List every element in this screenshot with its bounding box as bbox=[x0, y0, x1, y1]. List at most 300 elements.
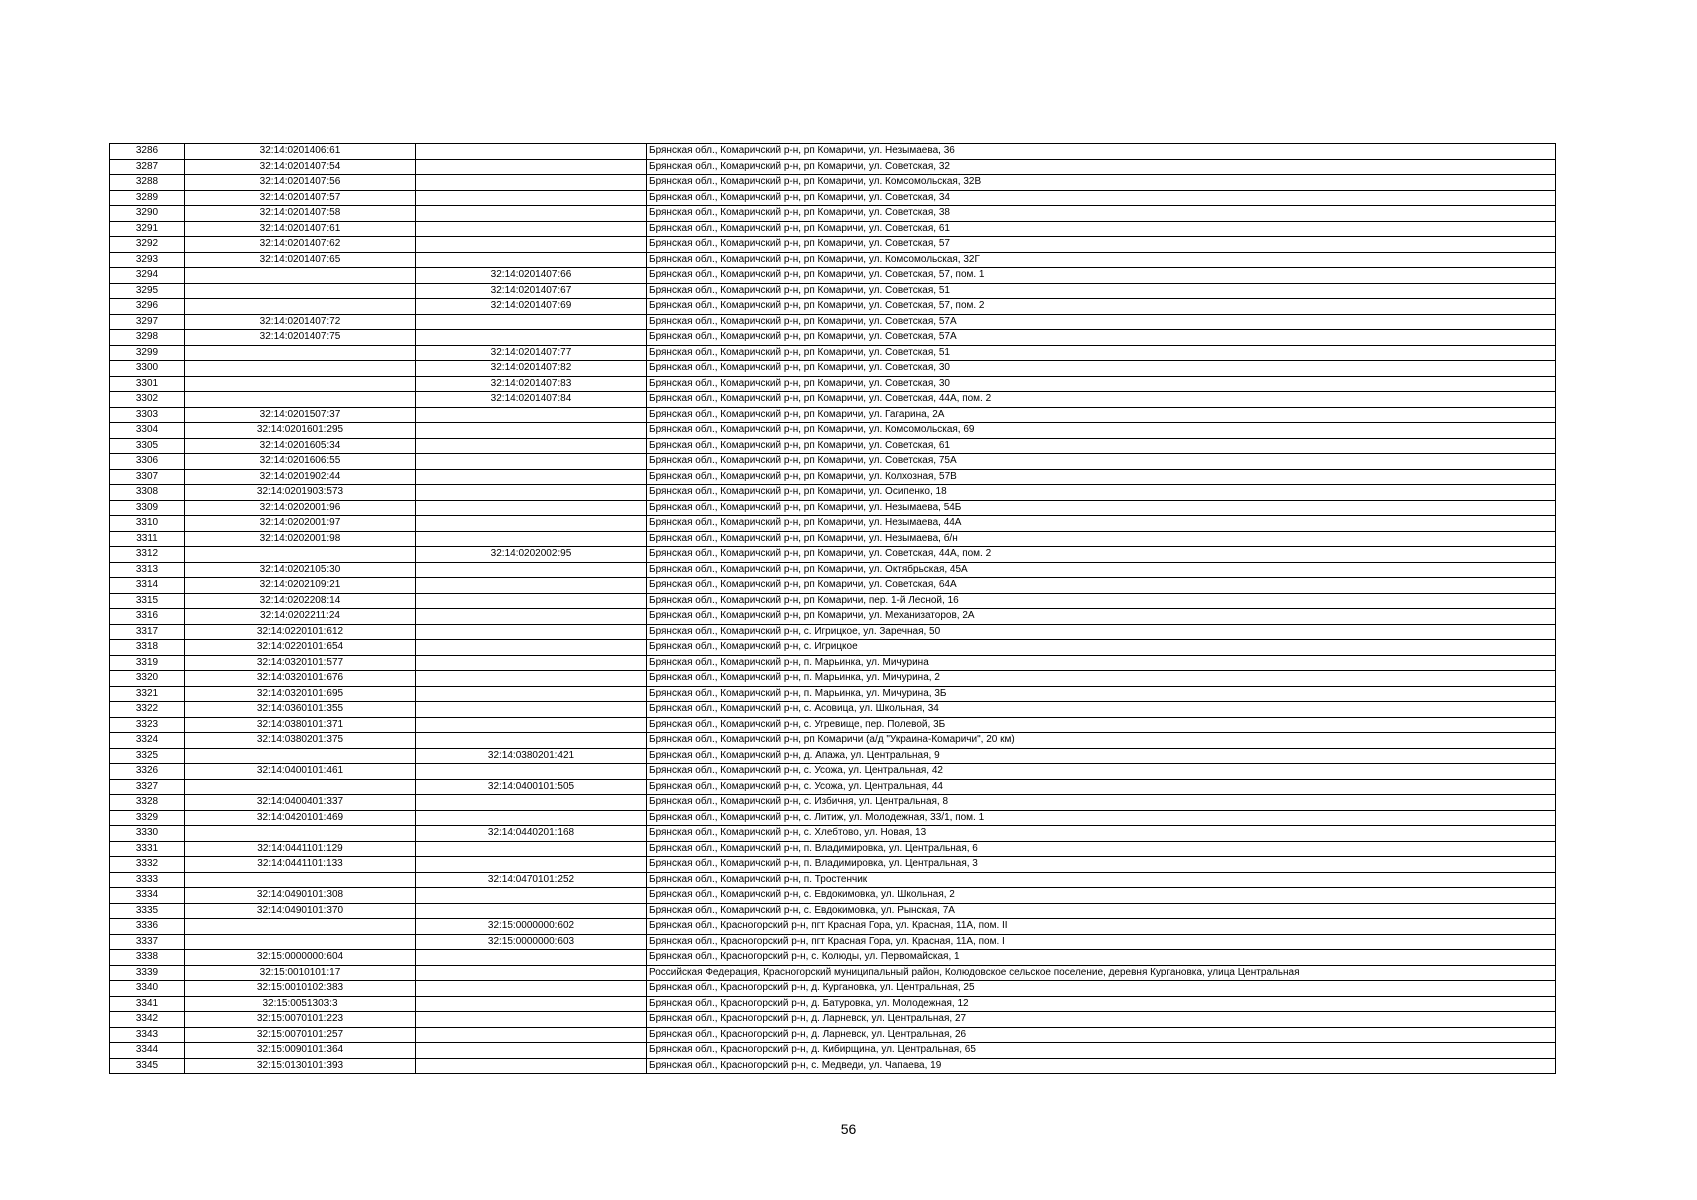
address-cell: Брянская обл., Комаричский р-н, с. Усожа, ул. Центральная, 44 bbox=[647, 779, 1556, 795]
table-row bbox=[110, 826, 1556, 842]
cadastral-number-cell: 32:14:0320101:676 bbox=[185, 671, 416, 687]
cadastral-number-alt-cell: 32:14:0201407:66 bbox=[416, 268, 647, 284]
table-row bbox=[110, 299, 1556, 315]
address-cell: Брянская обл., Комаричский р-н, п. Марьинка, ул. Мичурина, 2 bbox=[647, 671, 1556, 687]
row-number-cell: 3343 bbox=[110, 1027, 185, 1043]
property-table bbox=[109, 143, 1556, 1074]
table-row bbox=[110, 996, 1556, 1012]
row-number-cell: 3295 bbox=[110, 283, 185, 299]
cadastral-number-cell bbox=[185, 376, 416, 392]
address-cell: Брянская обл., Комаричский р-н, рп Комаричи, ул. Советская, 44А, пом. 2 bbox=[647, 547, 1556, 563]
address-cell: Брянская обл., Комаричский р-н, рп Комаричи, ул. Незымаева, 44А bbox=[647, 516, 1556, 532]
address-cell: Брянская обл., Комаричский р-н, рп Комаричи, ул. Советская, 57, пом. 1 bbox=[647, 268, 1556, 284]
row-number-cell: 3345 bbox=[110, 1058, 185, 1074]
cadastral-number-cell bbox=[185, 268, 416, 284]
row-number-cell: 3337 bbox=[110, 934, 185, 950]
address-cell: Брянская обл., Комаричский р-н, рп Комаричи, ул. Советская, 57А bbox=[647, 314, 1556, 330]
table-row bbox=[110, 903, 1556, 919]
address-cell: Брянская обл., Красногорский р-н, д. Кибирщина, ул. Центральная, 65 bbox=[647, 1043, 1556, 1059]
table-row bbox=[110, 655, 1556, 671]
cadastral-number-cell: 32:15:0010101:17 bbox=[185, 965, 416, 981]
cadastral-number-cell: 32:14:0201407:56 bbox=[185, 175, 416, 191]
table-row bbox=[110, 981, 1556, 997]
cadastral-number-cell: 32:15:0051303:3 bbox=[185, 996, 416, 1012]
row-number-cell: 3306 bbox=[110, 454, 185, 470]
row-number-cell: 3324 bbox=[110, 733, 185, 749]
address-cell: Брянская обл., Комаричский р-н, рп Комаричи, ул. Советская, 75А bbox=[647, 454, 1556, 470]
cadastral-number-alt-cell bbox=[416, 965, 647, 981]
table-row bbox=[110, 376, 1556, 392]
cadastral-number-cell: 32:14:0201903:573 bbox=[185, 485, 416, 501]
cadastral-number-cell: 32:15:0000000:604 bbox=[185, 950, 416, 966]
cadastral-number-cell: 32:14:0400401:337 bbox=[185, 795, 416, 811]
table-row bbox=[110, 206, 1556, 222]
table-row bbox=[110, 748, 1556, 764]
cadastral-number-cell bbox=[185, 919, 416, 935]
row-number-cell: 3304 bbox=[110, 423, 185, 439]
row-number-cell: 3290 bbox=[110, 206, 185, 222]
table-row bbox=[110, 562, 1556, 578]
address-cell: Брянская обл., Комаричский р-н, с. Литиж, ул. Молодежная, 33/1, пом. 1 bbox=[647, 810, 1556, 826]
address-cell: Брянская обл., Красногорский р-н, д. Ларневск, ул. Центральная, 26 bbox=[647, 1027, 1556, 1043]
cadastral-number-alt-cell bbox=[416, 717, 647, 733]
row-number-cell: 3287 bbox=[110, 159, 185, 175]
address-cell: Брянская обл., Комаричский р-н, с. Асовица, ул. Школьная, 34 bbox=[647, 702, 1556, 718]
table-row bbox=[110, 531, 1556, 547]
row-number-cell: 3341 bbox=[110, 996, 185, 1012]
cadastral-number-alt-cell bbox=[416, 454, 647, 470]
row-number-cell: 3315 bbox=[110, 593, 185, 609]
address-cell: Российская Федерация, Красногорский муниципальный район, Колюдовское сельское поселение, деревня Кургановка, улица Центральная bbox=[647, 965, 1556, 981]
address-cell: Брянская обл., Красногорский р-н, д. Кургановка, ул. Центральная, 25 bbox=[647, 981, 1556, 997]
cadastral-number-alt-cell bbox=[416, 702, 647, 718]
address-cell: Брянская обл., Комаричский р-н, с. Евдокимовка, ул. Рынская, 7А bbox=[647, 903, 1556, 919]
row-number-cell: 3299 bbox=[110, 345, 185, 361]
address-cell: Брянская обл., Комаричский р-н, рп Комаричи, ул. Советская, 51 bbox=[647, 283, 1556, 299]
table-row bbox=[110, 888, 1556, 904]
cadastral-number-alt-cell bbox=[416, 950, 647, 966]
cadastral-number-alt-cell: 32:15:0000000:603 bbox=[416, 934, 647, 950]
cadastral-number-cell bbox=[185, 283, 416, 299]
cadastral-number-alt-cell bbox=[416, 252, 647, 268]
row-number-cell: 3327 bbox=[110, 779, 185, 795]
cadastral-number-alt-cell bbox=[416, 407, 647, 423]
address-cell: Брянская обл., Красногорский р-н, с. Колюды, ул. Первомайская, 1 bbox=[647, 950, 1556, 966]
row-number-cell: 3314 bbox=[110, 578, 185, 594]
address-cell: Брянская обл., Комаричский р-н, рп Комаричи, ул. Советская, 30 bbox=[647, 361, 1556, 377]
address-cell: Брянская обл., Комаричский р-н, рп Комаричи, ул. Советская, 61 bbox=[647, 221, 1556, 237]
address-cell: Брянская обл., Комаричский р-н, с. Хлебтово, ул. Новая, 13 bbox=[647, 826, 1556, 842]
row-number-cell: 3323 bbox=[110, 717, 185, 733]
table-row bbox=[110, 1012, 1556, 1028]
row-number-cell: 3329 bbox=[110, 810, 185, 826]
table-row bbox=[110, 392, 1556, 408]
cadastral-number-alt-cell bbox=[416, 795, 647, 811]
row-number-cell: 3344 bbox=[110, 1043, 185, 1059]
cadastral-number-cell bbox=[185, 934, 416, 950]
row-number-cell: 3326 bbox=[110, 764, 185, 780]
address-cell: Брянская обл., Комаричский р-н, с. Евдокимовка, ул. Школьная, 2 bbox=[647, 888, 1556, 904]
row-number-cell: 3319 bbox=[110, 655, 185, 671]
row-number-cell: 3294 bbox=[110, 268, 185, 284]
row-number-cell: 3325 bbox=[110, 748, 185, 764]
cadastral-number-cell: 32:15:0130101:393 bbox=[185, 1058, 416, 1074]
address-cell: Брянская обл., Комаричский р-н, рп Комаричи, ул. Советская, 44А, пом. 2 bbox=[647, 392, 1556, 408]
table-row bbox=[110, 268, 1556, 284]
table-row bbox=[110, 1027, 1556, 1043]
table-row bbox=[110, 1043, 1556, 1059]
address-cell: Брянская обл., Красногорский р-н, д. Ларневск, ул. Центральная, 27 bbox=[647, 1012, 1556, 1028]
address-cell: Брянская обл., Красногорский р-н, д. Батуровка, ул. Молодежная, 12 bbox=[647, 996, 1556, 1012]
row-number-cell: 3292 bbox=[110, 237, 185, 253]
cadastral-number-alt-cell bbox=[416, 438, 647, 454]
cadastral-number-alt-cell bbox=[416, 903, 647, 919]
address-cell: Брянская обл., Комаричский р-н, с. Игрицкое bbox=[647, 640, 1556, 656]
row-number-cell: 3308 bbox=[110, 485, 185, 501]
property-table-body bbox=[110, 144, 1556, 1074]
row-number-cell: 3301 bbox=[110, 376, 185, 392]
table-row bbox=[110, 1058, 1556, 1074]
cadastral-number-alt-cell bbox=[416, 810, 647, 826]
table-row bbox=[110, 624, 1556, 640]
cadastral-number-cell: 32:14:0201606:55 bbox=[185, 454, 416, 470]
cadastral-number-cell bbox=[185, 361, 416, 377]
cadastral-number-alt-cell bbox=[416, 500, 647, 516]
cadastral-number-alt-cell bbox=[416, 314, 647, 330]
row-number-cell: 3322 bbox=[110, 702, 185, 718]
cadastral-number-cell: 32:14:0201902:44 bbox=[185, 469, 416, 485]
cadastral-number-cell: 32:14:0201407:72 bbox=[185, 314, 416, 330]
cadastral-number-alt-cell bbox=[416, 562, 647, 578]
table-row bbox=[110, 857, 1556, 873]
cadastral-number-cell: 32:14:0441101:129 bbox=[185, 841, 416, 857]
row-number-cell: 3289 bbox=[110, 190, 185, 206]
table-row bbox=[110, 717, 1556, 733]
address-cell: Брянская обл., Комаричский р-н, рп Комаричи, пер. 1-й Лесной, 16 bbox=[647, 593, 1556, 609]
cadastral-number-cell: 32:14:0201601:295 bbox=[185, 423, 416, 439]
cadastral-number-cell: 32:14:0320101:695 bbox=[185, 686, 416, 702]
cadastral-number-cell: 32:14:0201507:37 bbox=[185, 407, 416, 423]
table-row bbox=[110, 547, 1556, 563]
table-row bbox=[110, 407, 1556, 423]
address-cell: Брянская обл., Комаричский р-н, рп Комаричи, ул. Комсомольская, 69 bbox=[647, 423, 1556, 439]
cadastral-number-alt-cell bbox=[416, 841, 647, 857]
address-cell: Брянская обл., Комаричский р-н, рп Комаричи, ул. Комсомольская, 32В bbox=[647, 175, 1556, 191]
cadastral-number-alt-cell bbox=[416, 578, 647, 594]
row-number-cell: 3288 bbox=[110, 175, 185, 191]
table-row bbox=[110, 810, 1556, 826]
address-cell: Брянская обл., Комаричский р-н, с. Избичня, ул. Центральная, 8 bbox=[647, 795, 1556, 811]
address-cell: Брянская обл., Комаричский р-н, рп Комаричи, ул. Незымаева, б/н bbox=[647, 531, 1556, 547]
cadastral-number-alt-cell bbox=[416, 655, 647, 671]
cadastral-number-cell: 32:14:0380101:371 bbox=[185, 717, 416, 733]
cadastral-number-cell: 32:14:0400101:461 bbox=[185, 764, 416, 780]
table-row bbox=[110, 221, 1556, 237]
cadastral-number-alt-cell bbox=[416, 996, 647, 1012]
row-number-cell: 3339 bbox=[110, 965, 185, 981]
address-cell: Брянская обл., Комаричский р-н, рп Комаричи, ул. Комсомольская, 32Г bbox=[647, 252, 1556, 268]
cadastral-number-alt-cell bbox=[416, 206, 647, 222]
table-row bbox=[110, 438, 1556, 454]
row-number-cell: 3320 bbox=[110, 671, 185, 687]
cadastral-number-cell: 32:14:0201407:65 bbox=[185, 252, 416, 268]
row-number-cell: 3298 bbox=[110, 330, 185, 346]
cadastral-number-cell: 32:14:0201407:54 bbox=[185, 159, 416, 175]
table-row bbox=[110, 671, 1556, 687]
address-cell: Брянская обл., Комаричский р-н, п. Марьинка, ул. Мичурина bbox=[647, 655, 1556, 671]
table-row bbox=[110, 640, 1556, 656]
cadastral-number-cell: 32:14:0201406:61 bbox=[185, 144, 416, 160]
row-number-cell: 3335 bbox=[110, 903, 185, 919]
row-number-cell: 3321 bbox=[110, 686, 185, 702]
cadastral-number-alt-cell bbox=[416, 237, 647, 253]
table-row bbox=[110, 159, 1556, 175]
row-number-cell: 3291 bbox=[110, 221, 185, 237]
address-cell: Брянская обл., Комаричский р-н, рп Комаричи, ул. Советская, 38 bbox=[647, 206, 1556, 222]
row-number-cell: 3296 bbox=[110, 299, 185, 315]
table-row bbox=[110, 779, 1556, 795]
row-number-cell: 3312 bbox=[110, 547, 185, 563]
cadastral-number-alt-cell: 32:14:0201407:67 bbox=[416, 283, 647, 299]
cadastral-number-cell: 32:14:0202001:97 bbox=[185, 516, 416, 532]
cadastral-number-alt-cell bbox=[416, 671, 647, 687]
row-number-cell: 3333 bbox=[110, 872, 185, 888]
cadastral-number-cell: 32:14:0320101:577 bbox=[185, 655, 416, 671]
table-row bbox=[110, 764, 1556, 780]
address-cell: Брянская обл., Комаричский р-н, рп Комаричи, ул. Незымаева, 36 bbox=[647, 144, 1556, 160]
cadastral-number-cell: 32:14:0202208:14 bbox=[185, 593, 416, 609]
row-number-cell: 3286 bbox=[110, 144, 185, 160]
address-cell: Брянская обл., Комаричский р-н, рп Комаричи, ул. Колхозная, 57В bbox=[647, 469, 1556, 485]
table-row bbox=[110, 609, 1556, 625]
cadastral-number-cell: 32:14:0201407:61 bbox=[185, 221, 416, 237]
table-row bbox=[110, 283, 1556, 299]
cadastral-number-alt-cell bbox=[416, 330, 647, 346]
cadastral-number-cell: 32:14:0360101:355 bbox=[185, 702, 416, 718]
address-cell: Брянская обл., Комаричский р-н, рп Комаричи, ул. Незымаева, 54Б bbox=[647, 500, 1556, 516]
cadastral-number-cell: 32:15:0070101:257 bbox=[185, 1027, 416, 1043]
cadastral-number-alt-cell bbox=[416, 1027, 647, 1043]
address-cell: Брянская обл., Красногорский р-н, с. Медведи, ул. Чапаева, 19 bbox=[647, 1058, 1556, 1074]
cadastral-number-cell: 32:14:0420101:469 bbox=[185, 810, 416, 826]
cadastral-number-alt-cell bbox=[416, 733, 647, 749]
cadastral-number-cell bbox=[185, 345, 416, 361]
row-number-cell: 3334 bbox=[110, 888, 185, 904]
cadastral-number-alt-cell: 32:14:0201407:82 bbox=[416, 361, 647, 377]
address-cell: Брянская обл., Комаричский р-н, рп Комаричи, ул. Гагарина, 2А bbox=[647, 407, 1556, 423]
cadastral-number-alt-cell: 32:14:0202002:95 bbox=[416, 547, 647, 563]
cadastral-number-cell: 32:14:0201407:62 bbox=[185, 237, 416, 253]
address-cell: Брянская обл., Комаричский р-н, рп Комаричи, ул. Советская, 57А bbox=[647, 330, 1556, 346]
cadastral-number-alt-cell bbox=[416, 221, 647, 237]
table-row bbox=[110, 423, 1556, 439]
cadastral-number-alt-cell: 32:14:0470101:252 bbox=[416, 872, 647, 888]
table-row bbox=[110, 485, 1556, 501]
row-number-cell: 3307 bbox=[110, 469, 185, 485]
row-number-cell: 3317 bbox=[110, 624, 185, 640]
cadastral-number-alt-cell bbox=[416, 686, 647, 702]
address-cell: Брянская обл., Комаричский р-н, рп Комаричи, ул. Советская, 57 bbox=[647, 237, 1556, 253]
cadastral-number-cell bbox=[185, 872, 416, 888]
cadastral-number-alt-cell bbox=[416, 144, 647, 160]
cadastral-number-cell: 32:14:0201605:34 bbox=[185, 438, 416, 454]
table-row bbox=[110, 733, 1556, 749]
cadastral-number-alt-cell bbox=[416, 593, 647, 609]
row-number-cell: 3330 bbox=[110, 826, 185, 842]
cadastral-number-alt-cell: 32:14:0380201:421 bbox=[416, 748, 647, 764]
cadastral-number-alt-cell: 32:14:0201407:77 bbox=[416, 345, 647, 361]
address-cell: Брянская обл., Комаричский р-н, рп Комаричи, ул. Механизаторов, 2А bbox=[647, 609, 1556, 625]
row-number-cell: 3309 bbox=[110, 500, 185, 516]
cadastral-number-alt-cell bbox=[416, 764, 647, 780]
cadastral-number-cell bbox=[185, 748, 416, 764]
cadastral-number-cell: 32:14:0220101:612 bbox=[185, 624, 416, 640]
row-number-cell: 3302 bbox=[110, 392, 185, 408]
table-row bbox=[110, 795, 1556, 811]
cadastral-number-cell bbox=[185, 392, 416, 408]
table-row bbox=[110, 934, 1556, 950]
cadastral-number-alt-cell bbox=[416, 888, 647, 904]
table-row bbox=[110, 516, 1556, 532]
address-cell: Брянская обл., Комаричский р-н, рп Комаричи, ул. Советская, 64А bbox=[647, 578, 1556, 594]
address-cell: Брянская обл., Комаричский р-н, п. Тростенчик bbox=[647, 872, 1556, 888]
address-cell: Брянская обл., Красногорский р-н, пгт Красная Гора, ул. Красная, 11А, пом. II bbox=[647, 919, 1556, 935]
cadastral-number-cell: 32:14:0201407:75 bbox=[185, 330, 416, 346]
address-cell: Брянская обл., Комаричский р-н, с. Игрицкое, ул. Заречная, 50 bbox=[647, 624, 1556, 640]
row-number-cell: 3342 bbox=[110, 1012, 185, 1028]
cadastral-number-cell: 32:15:0090101:364 bbox=[185, 1043, 416, 1059]
cadastral-number-cell: 32:14:0202001:98 bbox=[185, 531, 416, 547]
table-row bbox=[110, 144, 1556, 160]
address-cell: Брянская обл., Комаричский р-н, д. Апажа, ул. Центральная, 9 bbox=[647, 748, 1556, 764]
cadastral-number-alt-cell bbox=[416, 469, 647, 485]
table-row bbox=[110, 252, 1556, 268]
table-row bbox=[110, 361, 1556, 377]
cadastral-number-alt-cell bbox=[416, 1058, 647, 1074]
cadastral-number-alt-cell bbox=[416, 159, 647, 175]
row-number-cell: 3300 bbox=[110, 361, 185, 377]
cadastral-number-alt-cell: 32:14:0201407:84 bbox=[416, 392, 647, 408]
row-number-cell: 3332 bbox=[110, 857, 185, 873]
address-cell: Брянская обл., Комаричский р-н, рп Комаричи, ул. Осипенко, 18 bbox=[647, 485, 1556, 501]
table-row bbox=[110, 686, 1556, 702]
cadastral-number-cell: 32:14:0202211:24 bbox=[185, 609, 416, 625]
cadastral-number-cell: 32:15:0070101:223 bbox=[185, 1012, 416, 1028]
row-number-cell: 3331 bbox=[110, 841, 185, 857]
table-row bbox=[110, 841, 1556, 857]
cadastral-number-alt-cell bbox=[416, 857, 647, 873]
row-number-cell: 3328 bbox=[110, 795, 185, 811]
address-cell: Брянская обл., Комаричский р-н, п. Владимировка, ул. Центральная, 3 bbox=[647, 857, 1556, 873]
table-row bbox=[110, 190, 1556, 206]
address-cell: Брянская обл., Комаричский р-н, рп Комаричи, ул. Советская, 30 bbox=[647, 376, 1556, 392]
table-row bbox=[110, 314, 1556, 330]
cadastral-number-alt-cell bbox=[416, 516, 647, 532]
table-row bbox=[110, 330, 1556, 346]
table-row bbox=[110, 237, 1556, 253]
cadastral-number-cell: 32:15:0010102:383 bbox=[185, 981, 416, 997]
cadastral-number-cell: 32:14:0441101:133 bbox=[185, 857, 416, 873]
row-number-cell: 3313 bbox=[110, 562, 185, 578]
address-cell: Брянская обл., Комаричский р-н, с. Усожа, ул. Центральная, 42 bbox=[647, 764, 1556, 780]
table-row bbox=[110, 593, 1556, 609]
cadastral-number-cell bbox=[185, 779, 416, 795]
cadastral-number-alt-cell bbox=[416, 640, 647, 656]
cadastral-number-alt-cell bbox=[416, 485, 647, 501]
address-cell: Брянская обл., Комаричский р-н, рп Комаричи, ул. Советская, 61 bbox=[647, 438, 1556, 454]
table-row bbox=[110, 702, 1556, 718]
table-row bbox=[110, 578, 1556, 594]
cadastral-number-cell bbox=[185, 826, 416, 842]
cadastral-number-alt-cell bbox=[416, 624, 647, 640]
cadastral-number-alt-cell: 32:14:0440201:168 bbox=[416, 826, 647, 842]
row-number-cell: 3297 bbox=[110, 314, 185, 330]
cadastral-number-alt-cell bbox=[416, 531, 647, 547]
cadastral-number-alt-cell bbox=[416, 423, 647, 439]
cadastral-number-alt-cell: 32:14:0201407:83 bbox=[416, 376, 647, 392]
cadastral-number-alt-cell: 32:15:0000000:602 bbox=[416, 919, 647, 935]
address-cell: Брянская обл., Комаричский р-н, рп Комаричи, ул. Советская, 32 bbox=[647, 159, 1556, 175]
cadastral-number-cell: 32:14:0380201:375 bbox=[185, 733, 416, 749]
row-number-cell: 3340 bbox=[110, 981, 185, 997]
address-cell: Брянская обл., Комаричский р-н, п. Марьинка, ул. Мичурина, 3Б bbox=[647, 686, 1556, 702]
cadastral-number-cell: 32:14:0202105:30 bbox=[185, 562, 416, 578]
address-cell: Брянская обл., Комаричский р-н, рп Комаричи (а/д "Украина-Комаричи", 20 км) bbox=[647, 733, 1556, 749]
address-cell: Брянская обл., Комаричский р-н, рп Комаричи, ул. Советская, 34 bbox=[647, 190, 1556, 206]
table-row bbox=[110, 469, 1556, 485]
cadastral-number-alt-cell bbox=[416, 609, 647, 625]
address-cell: Брянская обл., Комаричский р-н, с. Угревище, пер. Полевой, 3Б bbox=[647, 717, 1556, 733]
address-cell: Брянская обл., Комаричский р-н, рп Комаричи, ул. Советская, 51 bbox=[647, 345, 1556, 361]
row-number-cell: 3338 bbox=[110, 950, 185, 966]
cadastral-number-cell: 32:14:0220101:654 bbox=[185, 640, 416, 656]
cadastral-number-cell: 32:14:0490101:370 bbox=[185, 903, 416, 919]
cadastral-number-alt-cell bbox=[416, 1043, 647, 1059]
cadastral-number-cell: 32:14:0490101:308 bbox=[185, 888, 416, 904]
row-number-cell: 3336 bbox=[110, 919, 185, 935]
address-cell: Брянская обл., Комаричский р-н, рп Комаричи, ул. Октябрьская, 45А bbox=[647, 562, 1556, 578]
cadastral-number-cell bbox=[185, 547, 416, 563]
table-row bbox=[110, 965, 1556, 981]
cadastral-number-cell: 32:14:0201407:57 bbox=[185, 190, 416, 206]
row-number-cell: 3316 bbox=[110, 609, 185, 625]
table-row bbox=[110, 175, 1556, 191]
table-row bbox=[110, 950, 1556, 966]
row-number-cell: 3311 bbox=[110, 531, 185, 547]
address-cell: Брянская обл., Комаричский р-н, рп Комаричи, ул. Советская, 57, пом. 2 bbox=[647, 299, 1556, 315]
row-number-cell: 3310 bbox=[110, 516, 185, 532]
cadastral-number-cell bbox=[185, 299, 416, 315]
table-row bbox=[110, 500, 1556, 516]
cadastral-number-alt-cell bbox=[416, 981, 647, 997]
table-row bbox=[110, 919, 1556, 935]
row-number-cell: 3318 bbox=[110, 640, 185, 656]
cadastral-number-alt-cell bbox=[416, 190, 647, 206]
cadastral-number-cell: 32:14:0202109:21 bbox=[185, 578, 416, 594]
cadastral-number-alt-cell: 32:14:0201407:69 bbox=[416, 299, 647, 315]
cadastral-number-cell: 32:14:0202001:96 bbox=[185, 500, 416, 516]
row-number-cell: 3305 bbox=[110, 438, 185, 454]
address-cell: Брянская обл., Красногорский р-н, пгт Красная Гора, ул. Красная, 11А, пом. I bbox=[647, 934, 1556, 950]
cadastral-number-alt-cell bbox=[416, 175, 647, 191]
row-number-cell: 3303 bbox=[110, 407, 185, 423]
row-number-cell: 3293 bbox=[110, 252, 185, 268]
cadastral-number-alt-cell: 32:14:0400101:505 bbox=[416, 779, 647, 795]
cadastral-number-alt-cell bbox=[416, 1012, 647, 1028]
cadastral-number-cell: 32:14:0201407:58 bbox=[185, 206, 416, 222]
address-cell: Брянская обл., Комаричский р-н, п. Владимировка, ул. Центральная, 6 bbox=[647, 841, 1556, 857]
table-row bbox=[110, 872, 1556, 888]
